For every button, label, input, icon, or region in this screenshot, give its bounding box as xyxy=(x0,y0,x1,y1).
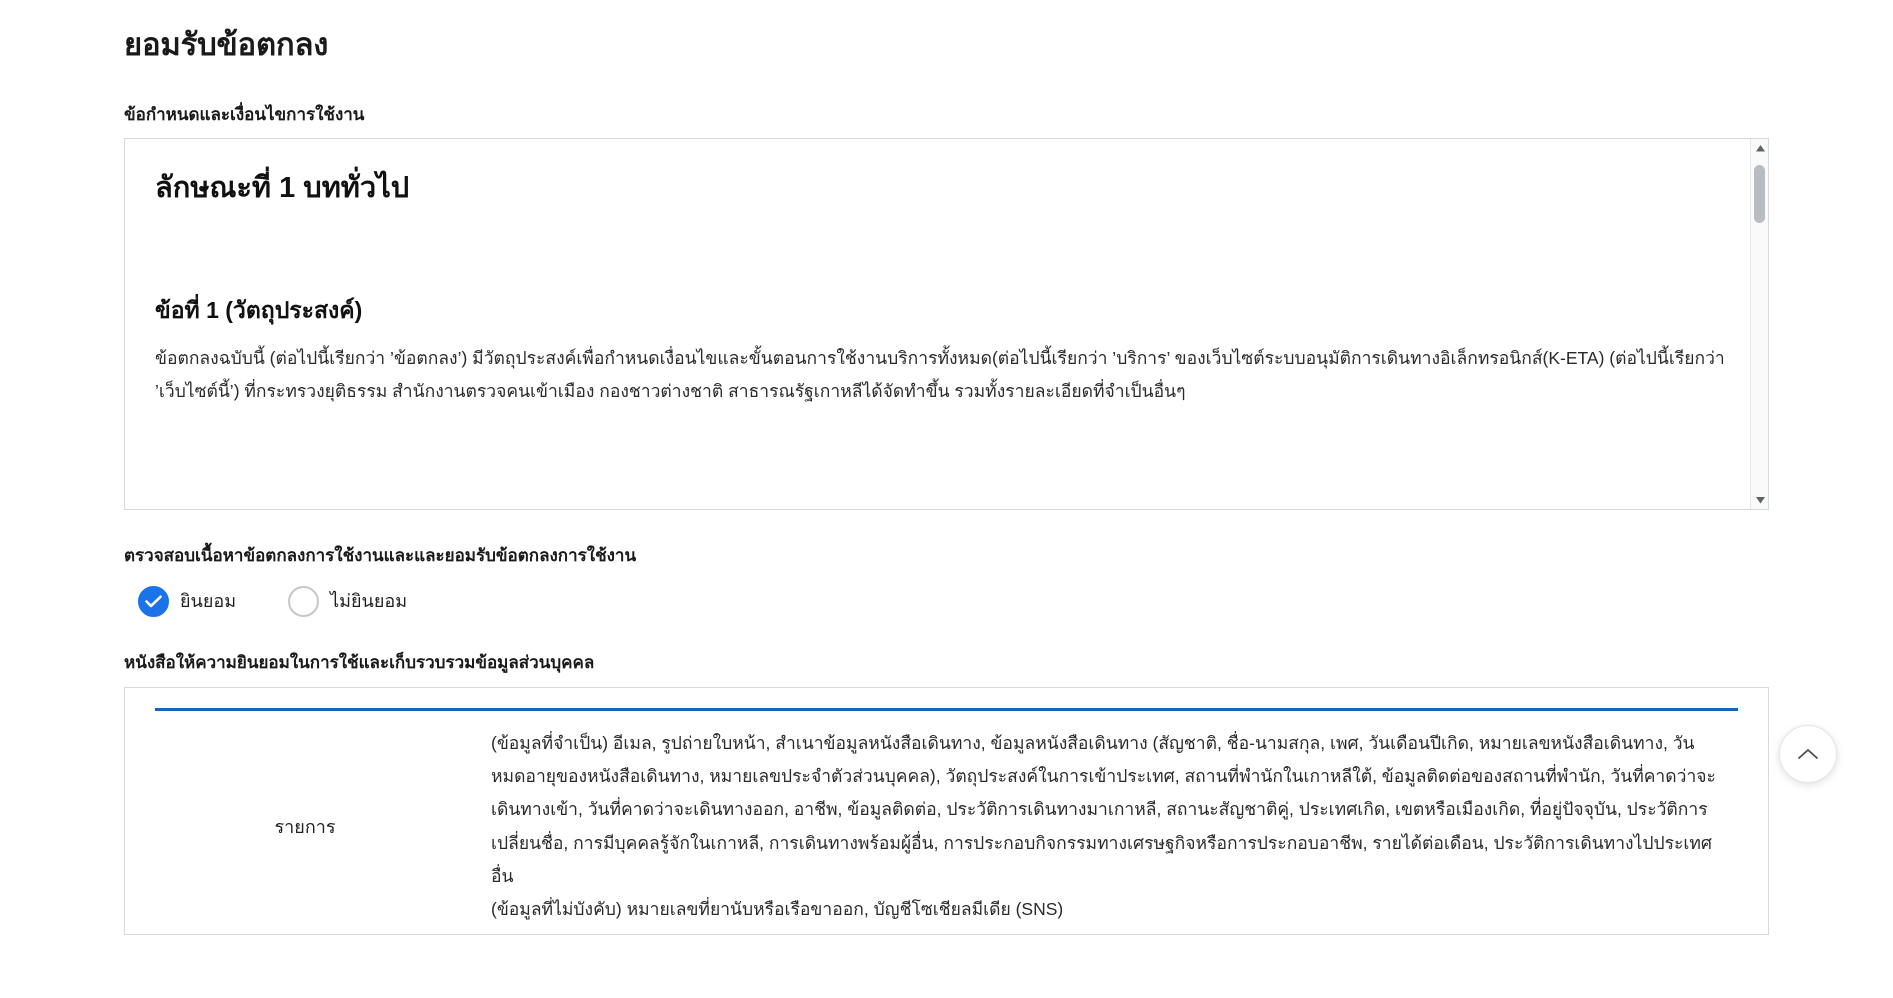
agreement-section-label: ตรวจสอบเนื้อหาข้อตกลงการใช้งานและและยอมรับข้อตกลงการใช้งาน xyxy=(124,546,637,566)
scrollbar-thumb[interactable] xyxy=(1754,165,1765,223)
table-row xyxy=(155,709,1738,935)
terms-subheading: ข้อที่ 1 (วัตถุประสงค์) xyxy=(155,296,363,323)
terms-content xyxy=(125,139,1768,509)
chevron-up-icon xyxy=(1797,747,1819,761)
privacy-consent-box xyxy=(124,687,1769,935)
privacy-row-body xyxy=(455,709,1738,935)
terms-section-label: ข้อกำหนดและเงื่อนไขการใช้งาน xyxy=(124,104,365,124)
terms-scroll-box[interactable] xyxy=(124,138,1769,510)
scroll-to-top-button[interactable] xyxy=(1779,725,1837,783)
privacy-row-body-line-1: (ข้อมูลที่จำเป็น) อีเมล, รูปถ่ายใบหน้า, สำเนาข้อมูลหนังสือเดินทาง, ข้อมูลหนังสือเดินทาง (สัญชาติ, ชื่อ-นามสกุล, เพศ, วันเดือนปีเกิด, หมายเลขหนังสือเดินทาง, วันหมดอายุของหนังสือเดินทาง, หมายเลขประจำตัวส่วนบุคคล), วัตถุประสงค์ในการเข้าประเทศ, สถานที่พำนักในเกาหลีใต้, ข้อมูลติดต่อของสถานที่พำนัก, วันที่คาดว่าจะเดินทางเข้า, วันที่คาดว่าจะเดินทางออก, อาชีพ, ข้อมูลติดต่อ, ประวัติการเดินทางมาเกาหลี, สถานะสัญชาติคู่, ประเทศเกิด, เขตหรือเมืองเกิด, ที่อยู่ปัจจุบัน, ประวัติการเปลี่ยนชื่อ, การมีบุคคลรู้จักในเกาหลี, การเดินทางพร้อมผู้อื่น, การประกอบกิจกรรมทางเศรษฐกิจหรือการประกอบอาชีพ, รายได้ต่อเดือน, ประวัติการเดินทางไปประเทศอื่น xyxy=(491,732,1716,886)
terms-heading: ลักษณะที่ 1 บททั่วไป xyxy=(155,172,410,205)
content-container xyxy=(124,0,1769,935)
scrollbar-up-arrow-icon[interactable] xyxy=(1751,139,1769,157)
privacy-row-body-line-2: (ข้อมูลที่ไม่บังคับ) หมายเลขที่ยานับหรือเรือขาออก, บัญชีโซเชียลมีเดีย (SNS) xyxy=(491,899,1064,920)
privacy-table xyxy=(155,708,1738,935)
radio-label-disagree: ไม่ยินยอม xyxy=(330,591,408,611)
radio-checked-icon[interactable] xyxy=(138,586,169,617)
scrollbar-down-arrow-icon[interactable] xyxy=(1751,491,1769,509)
page-title: ยอมรับข้อตกลง xyxy=(124,27,329,62)
radio-option-disagree[interactable] xyxy=(288,586,407,617)
agreement-radio-group xyxy=(124,586,1769,617)
terms-scrollbar[interactable] xyxy=(1750,139,1768,509)
radio-option-agree[interactable] xyxy=(138,586,236,617)
radio-label-agree: ยินยอม xyxy=(180,591,237,611)
terms-body-paragraph: ข้อตกลงฉบับนี้ (ต่อไปนี้เรียกว่า ’ข้อตกลง’) มีวัตถุประสงค์เพื่อกำหนดเงื่อนไขและขั้นตอนการใช้งานบริการทั้งหมด(ต่อไปนี้เรียกว่า ’บริการ’ ของเว็บไซต์ระบบอนุมัติการเดินทางอิเล็กทรอนิกส์(K-ETA) (ต่อไปนี้เรียกว่า ’เว็บไซต์นี้’) ที่กระทรวงยุติธรรม สำนักงานตรวจคนเข้าเมือง กองชาวต่างชาติ สาธารณรัฐเกาหลีได้จัดทำขึ้น รวมทั้งรายละเอียดที่จำเป็นอื่นๆ xyxy=(155,348,1725,401)
privacy-section-label: หนังสือให้ความยินยอมในการใช้และเก็บรวบรวมข้อมูลส่วนบุคคล xyxy=(124,653,595,673)
radio-unchecked-icon[interactable] xyxy=(288,586,319,617)
privacy-row-head: รายการ xyxy=(274,816,336,837)
